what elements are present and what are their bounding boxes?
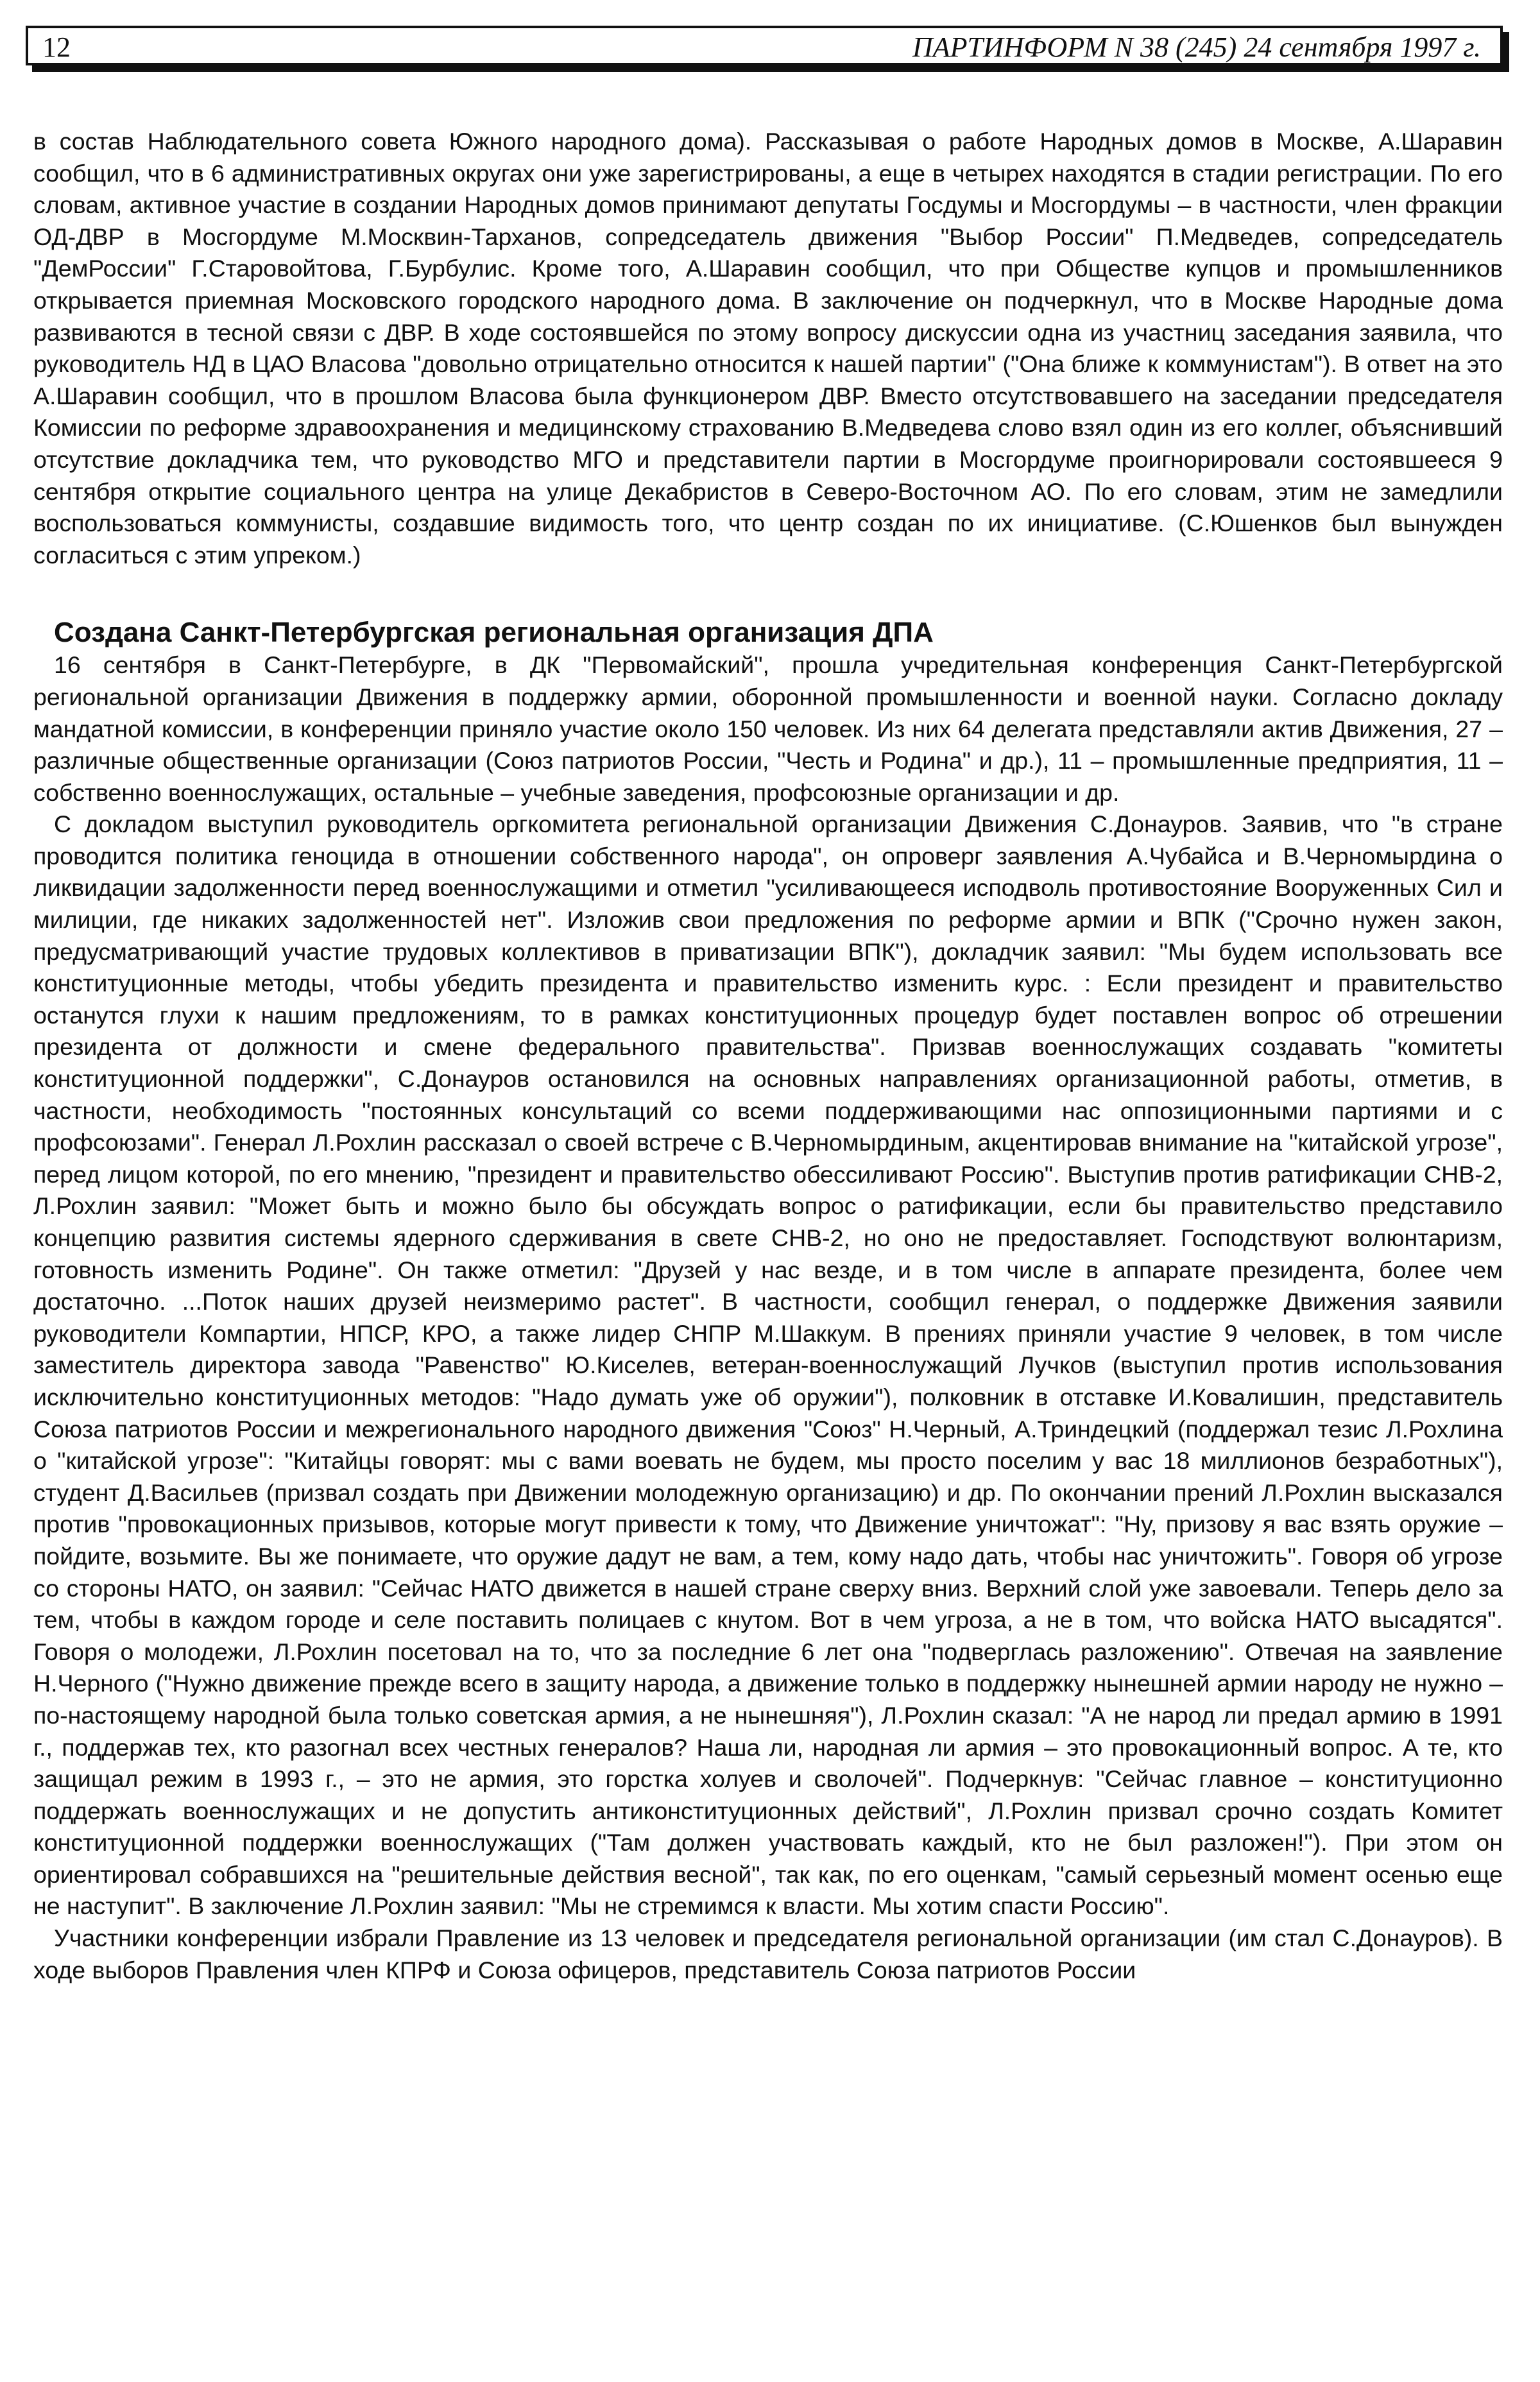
masthead: ПАРТИНФОРМ N 38 (245) 24 сентября 1997 г. [912,31,1481,63]
page-header [26,26,1503,65]
section-heading: Создана Санкт-Петербургская региональная организация ДПА [54,617,934,649]
paragraph-2: С докладом выступил руководитель оргкомитета региональной организации Движения С.Донауров. Заявив, что "в стране проводится политика геноцида в отношении собственного народа", он опроверг заявления А.Чубайса и В.Черномырдина о ликвидации задолженности перед военнослужащими и отметил "усиливающееся исподволь противостояние Вооруженных Сил и милиции, где никаких задолженностей нет". Изложив свои предложения по реформе армии и ВПК ("Срочно нужен закон, предусматривающий участие трудовых коллективов в приватизации ВПК"), докладчик заявил: "Мы будем использовать все конституционные методы, чтобы убедить президента и правительство изменить курс. : Если президент и правительство останутся глухи к нашим предложениям, то в рамках конституционных процедур будет поставлен вопрос об отрешении президента от должности и смене федерального правительства". Призвав военнослужащих создавать "комитеты конституционной поддержки", С.Донауров остановился на основных направлениях организационной работы, отметив, в частности, необходимость "постоянных консультаций со всеми поддерживающими нас оппозиционными партиями и с профсоюзами". Генерал Л.Рохлин рассказал о своей встрече с В.Черномырдиным, акцентировав внимание на "китайской угрозе", перед лицом которой, по его мнению, "президент и правительство обессиливают Россию". Выступив против ратификации СНВ-2, Л.Рохлин заявил: "Может быть и можно было бы обсуждать вопрос о ратификации, если бы правительство представило концепцию развития системы ядерного сдерживания в свете СНВ-2, но оно не предоставляет. Господствуют волюнтаризм, готовность изменить Родине". Он также отметил: "Друзей у нас везде, и в том числе в аппарате президента, более чем достаточно. ...Поток наших друзей неизмеримо растет". В частности, сообщил генерал, о поддержке Движения заявили руководители Компартии, НПСР, КРО, а также лидер СНПР М.Шаккум. В прениях приняли участие 9 человек, в том числе заместитель директора завода "Равенство" Ю.Киселев, ветеран-военнослужащий Лучков (выступил против использования исключительно конституционных методов: "Надо думать уже об оружии"), полковник в отставке И.Ковалишин, представитель Союза патриотов России и межрегионального народного движения "Союз" Н.Черный, А.Триндецкий (поддержал тезис Л.Рохлина о "китайской угрозе": "Китайцы говорят: мы с вами воевать не будем, мы просто поселим у вас 18 миллионов безработных"), студент Д.Васильев (призвал создать при Движении молодежную организацию) и др. По окончании прений Л.Рохлин высказался против "провокационных призывов, которые могут привести к тому, что Движение уничтожат": "Ну, призову я вас взять оружие – пойдите, возьмите. Вы же понимаете, что оружие дадут не вам, а тем, кому надо дать, чтобы нас уничтожить". Говоря об угрозе со стороны НАТО, он заявил: "Сейчас НАТО движется в нашей стране сверху вниз. Верхний слой уже завоевали. Теперь дело за тем, чтобы в каждом городе и селе поставить полицаев с кнутом. Вот в чем угроза, а не в том, что войска НАТО высадятся". Говоря о молодежи, Л.Рохлин посетовал на то, что за последние 6 лет она "подверглась разложению". Отвечая на заявление Н.Черного ("Нужно движение прежде всего в защиту народа, а движение только в поддержку нынешней армии народу не нужно – по-настоящему народной была только советская армия, а не нынешняя"), Л.Рохлин сказал: "А не народ ли предал армию в 1991 г., поддержав тех, кто разогнал всех честных генералов? Наша ли, народная ли армия – это провокационный вопрос. А те, кто защищал режим в 1993 г., – это не армия, это горстка холуев и сволочей". Подчеркнув: "Сейчас главное – конституционно поддержать военнослужащих и не допустить антиконституционных действий", Л.Рохлин призвал срочно создать Комитет конституционной поддержки военнослужащих ("Там должен участвовать каждый, кто не был разложен!"). При этом он ориентировал собравшихся на "решительные действия весной", так как, по его оценкам, "самый серьезный момент осенью еще не наступит". В заключение Л.Рохлин заявил: "Мы не стремимся к власти. Мы хотим спасти Россию". [33,810,1503,1920]
paragraph-3: Участники конференции избрали Правление из 13 человек и председателя региональной организации (им стал С.Донауров). В ходе выборов Правления член КПРФ и Союза офицеров, представитель Союза патриотов России [33,1924,1503,1984]
intro-paragraph: в состав Наблюдательного совета Южного народного дома). Рассказывая о работе Народных домов в Москве, А.Шаравин сообщил, что в 6 административных округах они уже зарегистрированы, а еще в четырех находятся в стадии регистрации. По его словам, активное участие в создании Народных домов принимают депутаты Госдумы и Мосгордумы – в частности, член фракции ОД-ДВР в Мосгордуме М.Москвин-Тарханов, сопредседатель движения "Выбор России" П.Медведев, сопредседатель "ДемРоссии" Г.Старовойтова, Г.Бурбулис. Кроме того, А.Шаравин сообщил, что при Обществе купцов и промышленников открывается приемная Московского городского народного дома. В заключение он подчеркнул, что в Москве Народные дома развиваются в тесной связи с ДВР. В ходе состоявшейся по этому вопросу дискуссии одна из участниц заседания заявила, что руководитель НД в ЦАО Власова "довольно отрицательно относится к нашей партии" ("Она ближе к коммунистам"). В ответ на это А.Шаравин сообщил, что в прошлом Власова была функционером ДВР. Вместо отсутствовавшего на заседании председателя Комиссии по реформе здравоохранения и медицинскому страхованию В.Медведева слово взял один из его коллег, объяснивший отсутствие докладчика тем, что руководство МГО и представители партии в Мосгордуме проигнорировали состоявшееся 9 сентября открытие социального центра на улице Декабристов в Северо-Восточном АО. По его словам, этим не замедлили воспользоваться коммунисты, создавшие видимость того, что центр создан по их инициативе. (С.Юшенков был вынужден согласиться с этим упреком.) [33,128,1503,569]
paragraph-1: 16 сентября в Санкт-Петербурге, в ДК "Первомайский", прошла учредительная конференция Санкт-Петербургской региональной организации Движения в поддержку армии, оборонной промышленности и военной науки. Согласно докладу мандатной комиссии, в конференции приняло участие около 150 человек. Из них 64 делегата представляли актив Движения, 27 – различные общественные организации (Союз патриотов России, "Честь и Родина" и др.), 11 – промышленные предприятия, 11 – собственно военнослужащих, остальные – учебные заведения, профсоюзные организации и др. [33,651,1503,806]
page-number: 12 [42,31,71,63]
article-body [33,126,1503,1986]
